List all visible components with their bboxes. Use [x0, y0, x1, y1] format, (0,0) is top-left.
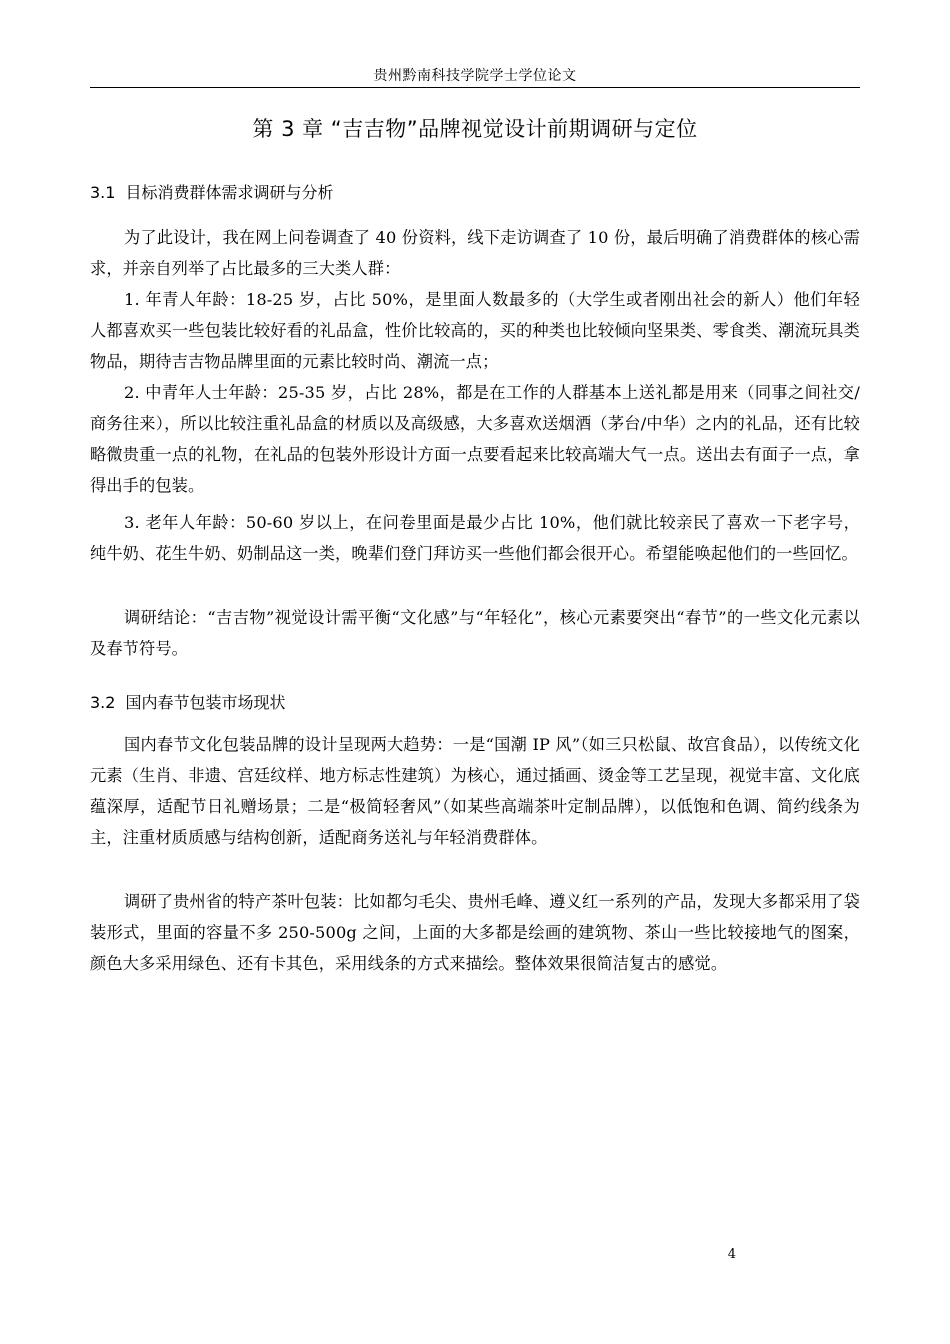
section-title-text: 国内春节包装市场现状	[125, 693, 286, 712]
section-heading-3-1	[90, 182, 860, 204]
section-title-text: 目标消费群体需求调研与分析	[125, 183, 334, 202]
section-number: 3.1	[90, 183, 116, 202]
paragraph: 调研了贵州省的特产茶叶包装：比如都匀毛尖、贵州毛峰、遵义红一系列的产品，发现大多都采用了袋装形式，里面的容量不多 250-500g 之间，上面的大多都是绘画的建筑物、茶山一些比较接地气的图案，颜色大多采用绿色、还有卡其色，采用线条的方式来描绘。整体效果很简洁复古的感觉。	[90, 892, 860, 973]
section-number: 3.2	[90, 693, 116, 712]
paragraph: 为了此设计，我在网上问卷调查了 40 份资料，线下走访调查了 10 份，最后明确了消费群体的核心需求，并亲自列举了占比最多的三大类人群：	[90, 228, 860, 278]
page-number: 4	[727, 1247, 736, 1262]
paragraph: 2. 中青年人士年龄：25-35 岁，占比 28%，都是在工作的人群基本上送礼都是用来（同事之间社交/商务往来），所以比较注重礼品盒的材质以及高级感，大多喜欢送烟酒（茅台/中华）之内的礼品，还有比较略微贵重一点的礼物，在礼品的包装外形设计方面一点要看起来比较高端大气一点。送出去有面子一点，拿得出手的包装。	[90, 383, 860, 495]
running-header: 贵州黔南科技学院学士学位论文	[373, 68, 577, 84]
paragraph: 调研结论：“吉吉物”视觉设计需平衡“文化感”与“年轻化”，核心元素要突出“春节”的一些文化元素以及春节符号。	[90, 608, 860, 658]
header-rule	[90, 87, 860, 88]
paragraph: 1. 年青人年龄：18-25 岁，占比 50%，是里面人数最多的（大学生或者刚出社会的新人）他们年轻人都喜欢买一些包装比较好看的礼品盒，性价比较高的，买的种类也比较倾向坚果类、零食类、潮流玩具类物品，期待吉吉物品牌里面的元素比较时尚、潮流一点；	[90, 290, 860, 371]
section-heading-3-2	[90, 692, 860, 714]
paragraph: 3. 老年人年龄：50-60 岁以上，在问卷里面是最少占比 10%，他们就比较亲民了喜欢一下老字号，纯牛奶、花生牛奶、奶制品这一类，晚辈们登门拜访买一些他们都会很开心。希望能唤起他们的一些回忆。	[90, 513, 860, 563]
chapter-title: 第 3 章 “吉吉物”品牌视觉设计前期调研与定位	[252, 117, 698, 141]
paragraph: 国内春节文化包装品牌的设计呈现两大趋势：一是“国潮 IP 风”（如三只松鼠、故宫食品），以传统文化元素（生肖、非遗、宫廷纹样、地方标志性建筑）为核心，通过插画、烫金等工艺呈现，视觉丰富、文化底蕴深厚，适配节日礼赠场景；二是“极简轻奢风”（如某些高端茶叶定制品牌），以低饱和色调、简约线条为主，注重材质质感与结构创新，适配商务送礼与年轻消费群体。	[90, 735, 860, 847]
